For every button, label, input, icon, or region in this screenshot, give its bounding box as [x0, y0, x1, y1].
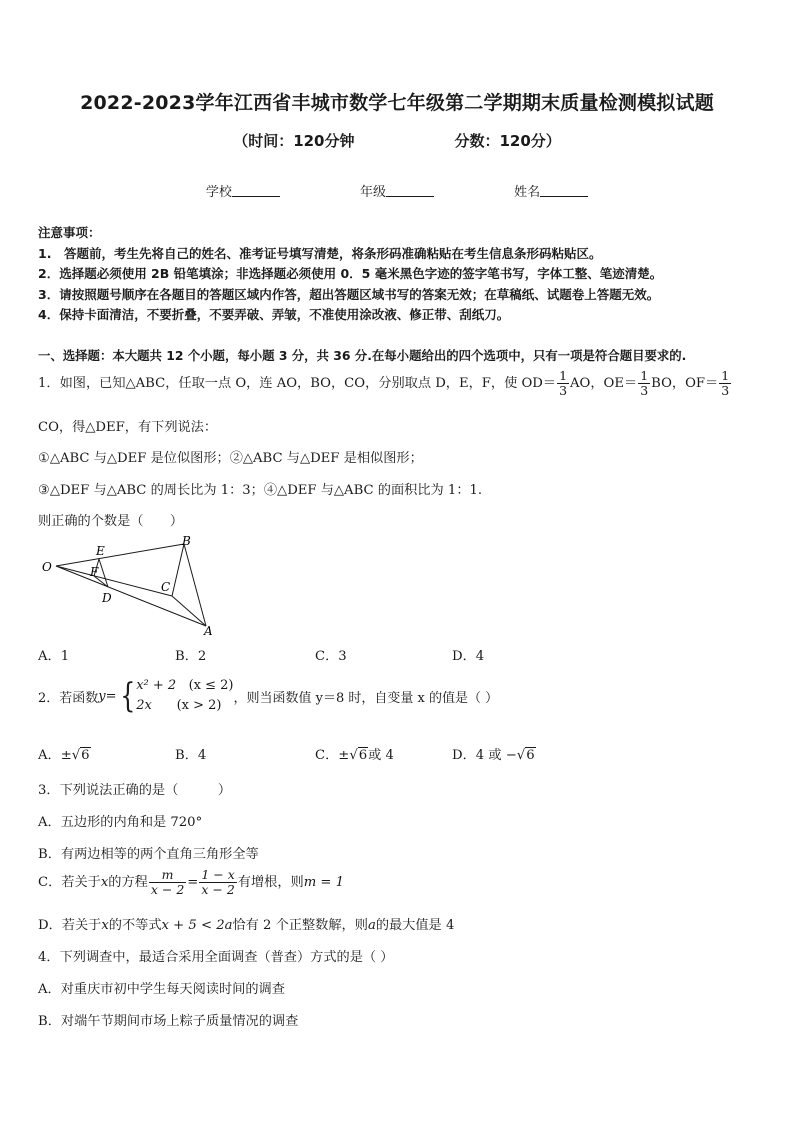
segment-ca [172, 596, 206, 626]
q2-option-b[interactable]: B．4 [175, 748, 207, 763]
notice-item: 4．保持卡面清洁，不要折叠，不要弄破、弄皱，不准使用涂改液、修正带、刮纸刀。 [38, 307, 510, 322]
sqrt-symbol: √6 [349, 748, 368, 763]
section-heading: 一、选择题：本大题共 12 个小题，每小题 3 分，共 36 分.在每小题给出的四个选项中，只有一项是符合题目要求的. [38, 348, 687, 363]
sqrt-symbol: √6 [71, 748, 90, 763]
q1-line3: ①△ABC 与△DEF 是位似图形；②△ABC 与△DEF 是相似图形； [38, 451, 423, 466]
fraction-m: $\frac{m}{x - 2}$ [150, 867, 185, 897]
school-field: 学校 [206, 181, 280, 200]
exam-title: 2022-2023学年江西省丰城市数学七年级第二学期期末质量检测模拟试题 [80, 92, 714, 114]
fraction-one-third: $\frac{1}{3}$ [721, 368, 730, 398]
q2-options [38, 744, 758, 762]
notice-item: 3．请按照题号顺序在各题目的答题区域内作答，超出答题区域书写的答案无效；在草稿纸、试题卷上答题无效。 [38, 286, 660, 302]
q1-option-d[interactable]: D．4 [452, 649, 485, 664]
q1-line5: 则正确的个数是（ ） [38, 514, 184, 529]
q2-stem: 2．若函数y={ x² + 2 (x ≤ 2) 2x (x > 2) ，则当函数值 y＝8 时，自变量 x 的值是（ ） [38, 676, 499, 716]
q1-option-a[interactable]: A．1 [38, 649, 70, 664]
piecewise-brace: { [119, 676, 135, 716]
notice-heading: 注意事项： [38, 225, 101, 240]
exam-subtitle [0, 130, 794, 151]
piecewise-cases: x² + 2 (x ≤ 2) 2x (x > 2) [136, 678, 234, 713]
label-e: E [96, 544, 105, 558]
q1-line1: 1．如图，已知△ABC，任取一点 O，连 AO，BO，CO，分别取点 D，E，F，使 OD＝ $\frac{1}{3}$ AO，OE＝ $\frac{1}{3}$ BO，OF＝ $\frac{1}{3}$ [38, 368, 730, 398]
q4-option-b[interactable]: B．对端午节期间市场上粽子质量情况的调查 [38, 1014, 299, 1029]
segment-oa [56, 566, 206, 626]
label-f: F [90, 565, 99, 579]
label-c: C [161, 580, 171, 594]
score-label: 分数：120分） [454, 132, 561, 150]
time-label: （时间：120分钟 [233, 132, 355, 150]
fraction-one-minus-x: $\frac{1 - x}{x - 2}$ [201, 867, 235, 897]
label-a: A [204, 624, 213, 638]
q3-stem: 3．下列说法正确的是（ ） [38, 783, 232, 798]
q2-option-d[interactable]: D．4 或 −√6 [452, 748, 535, 763]
q3-option-d[interactable]: D．若关于x的不等式x + 5 < 2a恰有 2 个正整数解，则a的最大值是 4 [38, 918, 455, 933]
segment-ba [184, 544, 206, 626]
segment-oc [56, 566, 172, 596]
q1-line2: CO，得△DEF，有下列说法： [38, 420, 218, 435]
q3-option-c[interactable]: C．若关于x的方程 $\frac{m}{x - 2}$ = $\frac{1 - x}{x - 2}$ 有增根，则m = 1 [38, 867, 345, 897]
name-blank [540, 184, 588, 197]
label-o: O [42, 560, 52, 574]
q2-option-c[interactable]: C．±√6或 4 [315, 748, 394, 763]
q3-option-a[interactable]: A．五边形的内角和是 720° [38, 815, 203, 830]
segment-ed [99, 559, 108, 587]
q1-option-b[interactable]: B．2 [175, 649, 207, 664]
q1-options [38, 645, 758, 663]
notice-block [38, 223, 758, 326]
notice-item: 1. 答题前，考生先将自己的姓名、准考证号填写清楚，将条形码准确粘贴在考生信息条形码粘贴区。 [38, 245, 602, 261]
segment-bc [172, 544, 184, 596]
q4-stem: 4．下列调查中，最适合采用全面调查（普查）方式的是（ ） [38, 950, 394, 965]
fraction-one-third: $\frac{1}{3}$ [640, 368, 649, 398]
segment-ob [56, 544, 184, 566]
label-d: D [102, 591, 112, 605]
school-blank [232, 184, 280, 197]
notice-item: 2．选择题必须使用 2B 铅笔填涂；非选择题必须使用 0．5 毫米黑色字迹的签字笔书写，字体工整、笔迹清楚。 [38, 266, 663, 281]
q1-option-c[interactable]: C．3 [315, 649, 347, 664]
q1-figure [36, 534, 226, 640]
sqrt-symbol: √6 [516, 748, 535, 763]
q4-option-a[interactable]: A．对重庆市初中学生每天阅读时间的调查 [38, 982, 285, 997]
grade-blank [386, 184, 434, 197]
q1-line4: ③△DEF 与△ABC 的周长比为 1：3；④△DEF 与△ABC 的面积比为 1：1. [38, 483, 483, 498]
name-field: 姓名 [514, 181, 588, 200]
label-b: B [182, 534, 191, 548]
fraction-one-third: $\frac{1}{3}$ [559, 368, 568, 398]
student-info [0, 181, 794, 200]
grade-field: 年级 [360, 181, 434, 200]
q2-option-a[interactable]: A．±√6 [38, 748, 90, 763]
q3-option-b[interactable]: B．有两边相等的两个直角三角形全等 [38, 847, 259, 862]
